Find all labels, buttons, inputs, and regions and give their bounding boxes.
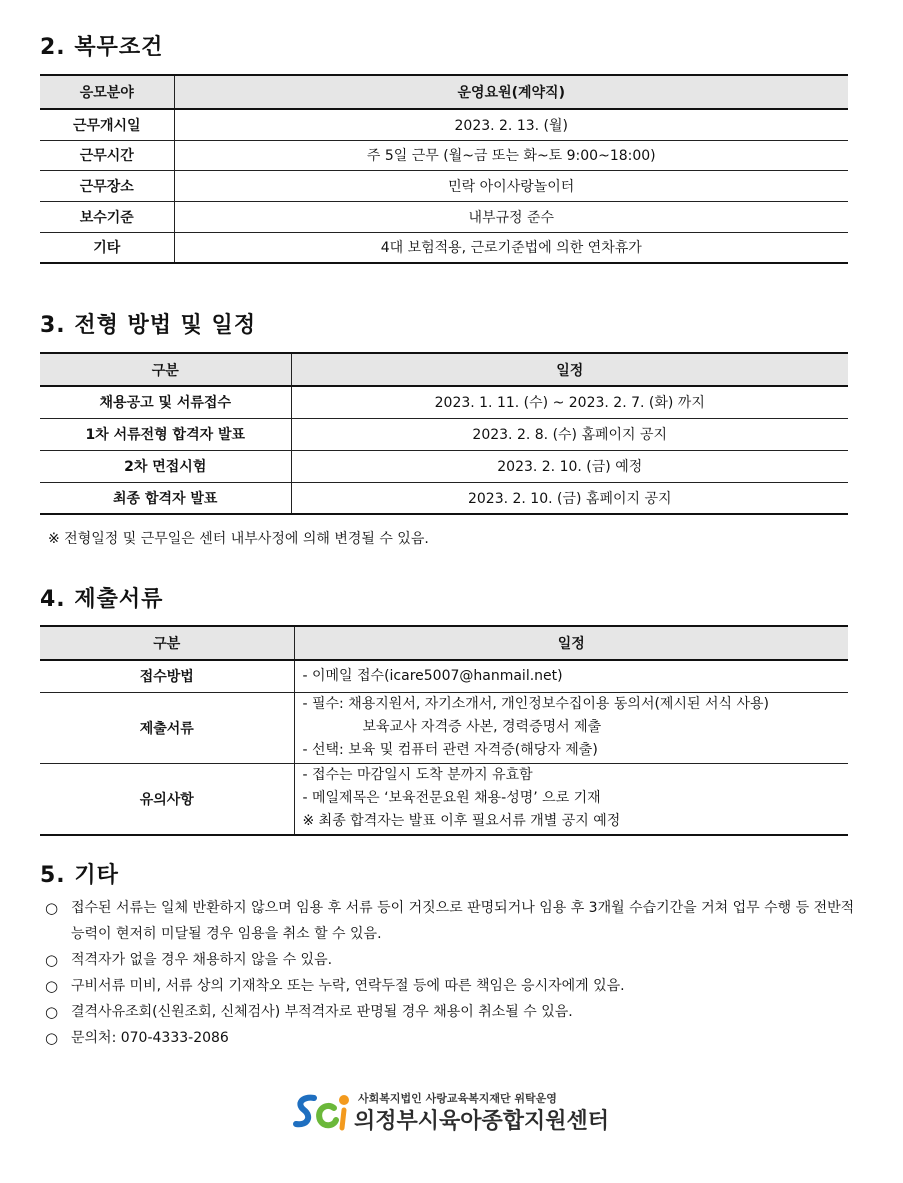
row-line: - 메일제목은 ‘보육전문요원 채용-성명’ 으로 기재 xyxy=(302,790,601,807)
list-item xyxy=(45,895,857,947)
section-2-title: 2. 복무조건 xyxy=(40,35,164,60)
row-value: 2023. 1. 11. (수) ~ 2023. 2. 7. (화) 까지 xyxy=(291,386,848,418)
list-item xyxy=(45,947,857,973)
row-value: 2023. 2. 13. (월) xyxy=(174,109,848,140)
row-value: 주 5일 근무 (월~금 또는 화~토 9:00~18:00) xyxy=(174,140,848,170)
row-value xyxy=(294,763,848,835)
row-label: 제출서류 xyxy=(40,692,294,763)
row-value xyxy=(294,660,848,692)
logo-dot xyxy=(339,1095,349,1105)
table-row xyxy=(40,482,848,514)
list-item-text: 결격사유조회(신원조회, 신체검사) 부적격자로 판명될 경우 채용이 취소될 수 있음. xyxy=(71,1004,573,1020)
row-value: 2023. 2. 10. (금) 홈페이지 공지 xyxy=(291,482,848,514)
row-value: 2023. 2. 8. (수) 홈페이지 공지 xyxy=(291,418,848,450)
list-item xyxy=(45,999,857,1025)
list-item xyxy=(45,1025,857,1051)
table-row xyxy=(40,232,848,263)
row-label: 근무시간 xyxy=(40,140,174,170)
logo-subtitle: 사회복지법인 사랑교육복지재단 위탁운영 xyxy=(358,1092,557,1105)
section-4-title: 4. 제출서류 xyxy=(40,587,164,612)
row-label: 채용공고 및 서류접수 xyxy=(40,386,291,418)
row-value: 4대 보험적용, 근로기준법에 의한 연차휴가 xyxy=(174,232,848,263)
list-item-text: 구비서류 미비, 서류 상의 기재착오 또는 누락, 연락두절 등에 따른 책임은 응시자에게 있음. xyxy=(71,978,625,994)
row-label: 기타 xyxy=(40,232,174,263)
documents-table xyxy=(40,625,848,836)
table-row xyxy=(40,450,848,482)
row-line: - 접수는 마감일시 도착 분까지 유효함 xyxy=(302,767,533,784)
row-label: 유의사항 xyxy=(40,763,294,835)
row-label: 2차 면접시험 xyxy=(40,450,291,482)
row-line: - 이메일 접수(icare5007@hanmail.net) xyxy=(302,667,563,684)
circle-bullet-icon: ○ xyxy=(45,977,59,995)
table-row xyxy=(40,140,848,170)
center-logo xyxy=(292,1088,612,1138)
etc-list xyxy=(45,895,857,1051)
list-item xyxy=(45,973,857,999)
table-row xyxy=(40,418,848,450)
row-line: - 필수: 채용지원서, 자기소개서, 개인정보수집이용 동의서(제시된 서식 사용) xyxy=(302,696,769,712)
table-row xyxy=(40,692,848,763)
row-label: 1차 서류전형 합격자 발표 xyxy=(40,418,291,450)
row-value: 민락 아이사랑놀이터 xyxy=(174,170,848,201)
header-cell: 일정 xyxy=(294,626,848,660)
table-header-row xyxy=(40,626,848,660)
logo-i-stroke xyxy=(342,1110,344,1128)
circle-bullet-icon: ○ xyxy=(45,1029,59,1047)
table-row xyxy=(40,763,848,835)
row-value: 2023. 2. 10. (금) 예정 xyxy=(291,450,848,482)
logo-mark-icon xyxy=(292,1090,356,1138)
header-cell: 응모분야 xyxy=(40,75,174,109)
table-header-row xyxy=(40,353,848,386)
list-item-text: 적격자가 없을 경우 채용하지 않을 수 있음. xyxy=(71,952,333,968)
row-line: ※ 최종 합격자는 발표 이후 필요서류 개별 공지 예정 xyxy=(302,813,621,830)
logo-c-shape xyxy=(319,1106,336,1125)
circle-bullet-icon: ○ xyxy=(45,951,59,969)
circle-bullet-icon: ○ xyxy=(45,1003,59,1021)
row-value: 내부규정 준수 xyxy=(174,201,848,232)
list-item-text: 접수된 서류는 일체 반환하지 않으며 임용 후 서류 등이 거짓으로 판명되거나 임용 후 3개월 수습기간을 거쳐 업무 수행 등 전반적 능력이 현저히 미달될 경우 임용을 취소 할 수 있음. xyxy=(71,900,855,942)
table-row xyxy=(40,170,848,201)
row-label: 접수방법 xyxy=(40,660,294,692)
schedule-note: ※ 전형일정 및 근무일은 센터 내부사정에 의해 변경될 수 있음. xyxy=(48,531,429,547)
list-item-text: 문의처: 070-4333-2086 xyxy=(71,1030,229,1046)
header-cell: 구분 xyxy=(40,626,294,660)
row-line: - 선택: 보육 및 컴퓨터 관련 자격증(해당자 제출) xyxy=(302,742,598,758)
row-value xyxy=(294,692,848,763)
row-label: 최종 합격자 발표 xyxy=(40,482,291,514)
selection-schedule-table xyxy=(40,352,848,515)
section-3-title: 3. 전형 방법 및 일정 xyxy=(40,313,257,338)
section-5-title: 5. 기타 xyxy=(40,863,119,888)
header-cell: 일정 xyxy=(291,353,848,386)
table-row xyxy=(40,109,848,140)
header-cell: 구분 xyxy=(40,353,291,386)
logo-name: 의정부시육아종합지원센터 xyxy=(354,1109,610,1134)
row-line: 보육교사 자격증 사본, 경력증명서 제출 xyxy=(362,719,602,735)
service-conditions-table xyxy=(40,74,848,264)
header-cell: 운영요원(계약직) xyxy=(174,75,848,109)
table-row xyxy=(40,386,848,418)
table-row xyxy=(40,660,848,692)
logo-s-shape xyxy=(296,1098,314,1125)
circle-bullet-icon: ○ xyxy=(45,899,59,917)
row-label: 보수기준 xyxy=(40,201,174,232)
table-row xyxy=(40,201,848,232)
row-label: 근무개시일 xyxy=(40,109,174,140)
row-label: 근무장소 xyxy=(40,170,174,201)
table-header-row xyxy=(40,75,848,109)
